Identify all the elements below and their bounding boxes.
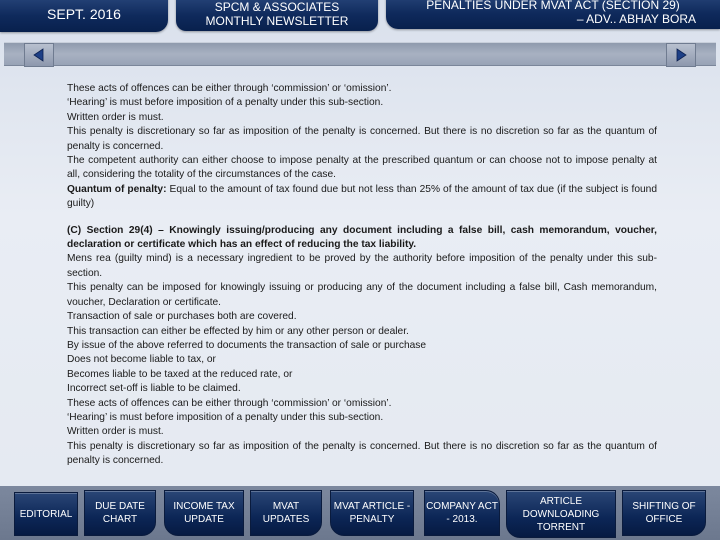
next-page-button[interactable] [666,43,696,67]
mvat-updates-button[interactable] [250,490,322,536]
shifting-of-office-label: SHIFTING OF OFFICE [632,501,696,525]
topic-title: PENALTIES UNDER MVAT ACT (SECTION 29) [426,0,680,12]
mvat-article-penalty-label: MVAT ARTICLE - PENALTY [333,501,411,525]
company-act-label: COMPANY ACT - 2013. [426,501,498,525]
income-tax-update-button[interactable] [164,490,244,536]
text-line: Written order is must. [67,426,164,438]
section-heading [67,224,657,253]
topic-title-tab [386,0,720,29]
newsletter-label: MONTHLY NEWSLETTER [205,13,349,28]
text-line: ‘Hearing’ is must before imposition of a penalty under this sub-section. [67,97,384,109]
due-date-chart-label: DUE DATE CHART [95,501,145,525]
text-line: By issue of the above referred to documents the transaction of sale or purchase [67,339,427,351]
text-line: This transaction can either be effected by him or any other person or dealer. [67,325,409,337]
arrow-right-icon [673,47,689,63]
text-line: This penalty can be imposed for knowingly issuing or producing any of the document including a false bill, Cash memorandum, voucher, Declaration or certificate. [67,282,657,308]
article-downloading-torrent-label: ARTICLE DOWNLOADING TORRENT [522,495,600,533]
mvat-article-penalty-button[interactable] [330,490,414,536]
article-content [67,82,657,469]
arrow-left-icon [31,47,47,63]
firm-title-tab [176,0,378,31]
navigation-bar [4,42,716,66]
text-line: Does not become liable to tax, or [67,354,216,366]
firm-name: SPCM & ASSOCIATES [214,0,340,14]
due-date-chart-button[interactable] [84,490,156,536]
text-line: Becomes liable to be taxed at the reduced rate, or [67,368,293,380]
shifting-of-office-button[interactable] [622,490,706,536]
text-line: Written order is must. [67,111,164,123]
text-line: These acts of offences can be either through ‘commission’ or ‘omission’. [67,397,392,409]
text-line: Incorrect set-off is liable to be claimed. [67,383,241,395]
article-downloading-torrent-button[interactable] [506,490,616,538]
text-line: ‘Hearing’ is must before imposition of a penalty under this sub-section. [67,411,384,423]
editorial-label: EDITORIAL [19,508,73,520]
text-line: This penalty is discretionary so far as imposition of the penalty is concerned. But there is no discretion so far as the quantum of penalty is concerned. [67,126,657,152]
section-heading-text: (C) Section 29(4) – Knowingly issuing/producing any document including a false bill, cash memorandum, voucher, declaration or certificate which has an effect of reducing the tax liability. [67,224,657,251]
text-line: Mens rea (guilty mind) is a necessary ingredient to be proved by the authority before imposition of the penalty under this sub-section. [67,253,657,279]
text-line: This penalty is discretionary so far as imposition of the penalty is concerned. But there is no discretion so far as the quantum of penalty is concerned. [67,440,657,467]
quantum-text: Equal to the amount of tax found due but not less than 25% of the amount of tax due (if the subject is found guilty) [67,183,658,210]
editorial-button[interactable] [14,492,78,536]
issue-date-tab [0,0,168,32]
quantum-paragraph [67,183,657,212]
quantum-label: Quantum of penalty: [67,183,167,195]
text-line: Transaction of sale or purchases both are covered. [67,311,297,323]
mvat-updates-label: MVAT UPDATES [262,501,310,525]
company-act-button[interactable] [424,490,500,536]
topic-author: – ADV.. ABHAY BORA [576,11,696,26]
previous-page-button[interactable] [24,43,54,67]
income-tax-update-label: INCOME TAX UPDATE [173,501,235,525]
text-line: These acts of offences can be either through ‘commission’ or ‘omission’. [67,83,392,94]
text-line: The competent authority can either choose to impose penalty at the prescribed quantum or can choose not to impose penalty at all, considering the totality of the circumstances of the case. [67,155,657,181]
issue-date: SEPT. 2016 [47,6,121,22]
